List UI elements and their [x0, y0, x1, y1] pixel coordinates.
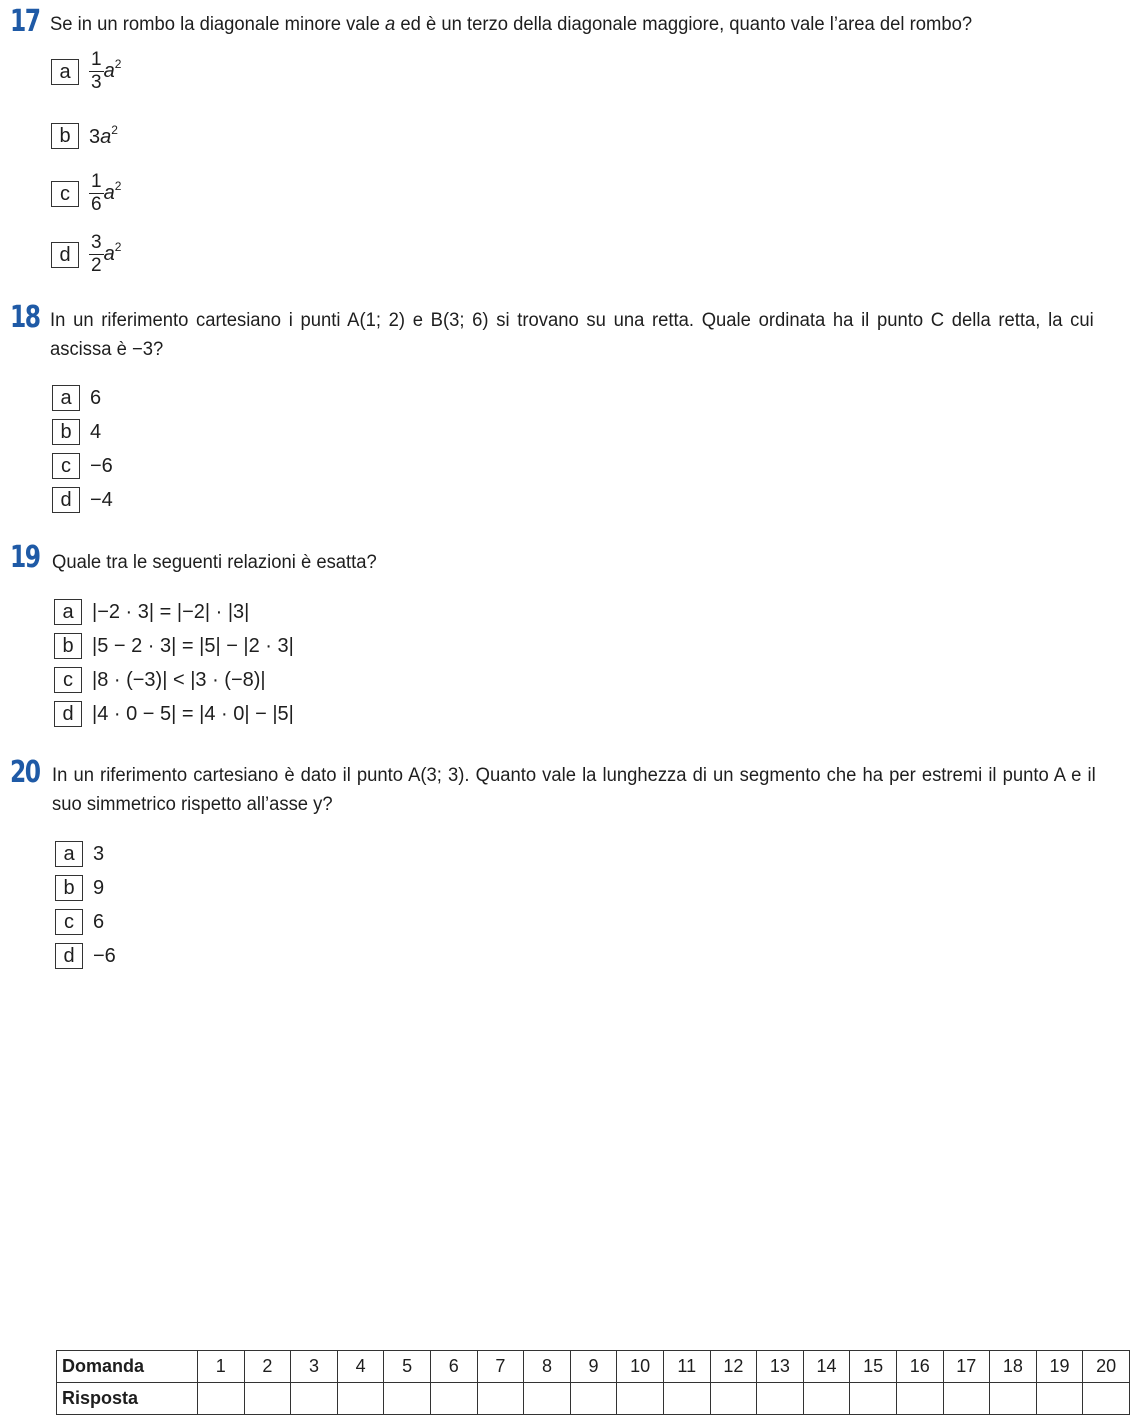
answer-cell[interactable]: [896, 1383, 943, 1415]
answer-cell[interactable]: [1083, 1383, 1130, 1415]
grid-number: 12: [710, 1351, 757, 1383]
option-value: −4: [90, 488, 113, 511]
answer-option-19a[interactable]: [54, 599, 249, 625]
option-value: 4: [90, 420, 102, 443]
option-value: −6: [90, 454, 113, 477]
option-letter-box[interactable]: c: [55, 909, 83, 935]
answer-option-20c[interactable]: [55, 909, 104, 935]
grid-number: 10: [617, 1351, 664, 1383]
grid-number: 18: [990, 1351, 1037, 1383]
answer-cell[interactable]: [524, 1383, 571, 1415]
domanda-label: Domanda: [57, 1351, 198, 1383]
option-letter-box[interactable]: d: [54, 701, 82, 727]
answer-cell[interactable]: [477, 1383, 524, 1415]
option-letter-box[interactable]: b: [55, 875, 83, 901]
answer-option-17d[interactable]: [51, 233, 121, 276]
option-letter-box[interactable]: b: [51, 123, 79, 149]
answer-cell[interactable]: [337, 1383, 384, 1415]
question-text: In un riferimento cartesiano i punti A(1; 2) e B(3; 6) si trovano su una retta. Quale ordinata ha il punto C della retta, la cui ascissa è −3?: [50, 310, 1094, 360]
option-value: 9: [93, 876, 105, 899]
question-text: Se in un rombo la diagonale minore vale a ed è un terzo della diagonale maggiore, quanto vale l’area del rombo?: [50, 14, 973, 35]
answer-option-17a[interactable]: [51, 50, 121, 93]
answer-cell[interactable]: [384, 1383, 431, 1415]
option-value: $\frac{1}{3}$ $a^2$: [91, 49, 122, 93]
risposta-label: Risposta: [57, 1383, 198, 1415]
question-number: 18: [10, 300, 40, 335]
option-value: 3: [93, 842, 105, 865]
option-letter-box[interactable]: d: [55, 943, 83, 969]
answer-cell[interactable]: [291, 1383, 338, 1415]
option-letter-box[interactable]: c: [54, 667, 82, 693]
answer-cell[interactable]: [757, 1383, 804, 1415]
answer-option-19b[interactable]: [54, 633, 294, 659]
answer-cell[interactable]: [1036, 1383, 1083, 1415]
answer-grid: [56, 1350, 1130, 1415]
option-value: |8 · (−3)| < |3 · (−8)|: [92, 668, 266, 691]
answer-option-17b[interactable]: [51, 123, 118, 149]
answer-cell[interactable]: [710, 1383, 757, 1415]
grid-number: 8: [524, 1351, 571, 1383]
option-letter-box[interactable]: b: [54, 633, 82, 659]
option-letter-box[interactable]: d: [52, 487, 80, 513]
grid-number: 17: [943, 1351, 990, 1383]
option-value: $\frac{1}{6}$ $a^2$: [91, 171, 122, 215]
question-number: 19: [10, 540, 40, 575]
option-letter-box[interactable]: c: [51, 181, 79, 207]
grid-number: 20: [1083, 1351, 1130, 1383]
answer-option-20b[interactable]: [55, 875, 104, 901]
grid-number: 15: [850, 1351, 897, 1383]
grid-number: 1: [198, 1351, 245, 1383]
answer-cell[interactable]: [430, 1383, 477, 1415]
answer-cell[interactable]: [244, 1383, 291, 1415]
option-value: $\frac{3}{2}$ $a^2$: [91, 232, 122, 276]
answer-option-19c[interactable]: [54, 667, 266, 693]
option-letter-box[interactable]: a: [52, 385, 80, 411]
answer-cell[interactable]: [990, 1383, 1037, 1415]
answer-cell[interactable]: [617, 1383, 664, 1415]
answer-option-18a[interactable]: [52, 385, 101, 411]
option-value: −6: [93, 944, 116, 967]
grid-number: 19: [1036, 1351, 1083, 1383]
grid-number: 4: [337, 1351, 384, 1383]
answer-cell[interactable]: [570, 1383, 617, 1415]
answer-row: [57, 1383, 1130, 1415]
option-value: |−2 · 3| = |−2| · |3|: [92, 600, 250, 623]
option-value: 6: [90, 386, 102, 409]
option-value: 6: [93, 910, 105, 933]
answer-option-19d[interactable]: [54, 701, 294, 727]
answer-option-20a[interactable]: [55, 841, 104, 867]
option-letter-box[interactable]: a: [55, 841, 83, 867]
answer-option-18c[interactable]: [52, 453, 113, 479]
option-letter-box[interactable]: d: [51, 242, 79, 268]
answer-cell[interactable]: [803, 1383, 850, 1415]
question-text: In un riferimento cartesiano è dato il punto A(3; 3). Quanto vale la lunghezza di un segmento che ha per estremi il punto A e il suo simmetrico rispetto all’asse y?: [52, 765, 1096, 815]
answer-cell[interactable]: [943, 1383, 990, 1415]
answer-cell[interactable]: [850, 1383, 897, 1415]
answer-cell[interactable]: [198, 1383, 245, 1415]
grid-number: 5: [384, 1351, 431, 1383]
answer-option-20d[interactable]: [55, 943, 116, 969]
grid-number: 16: [896, 1351, 943, 1383]
option-value: $3a^2$: [89, 123, 118, 148]
question-number: 20: [10, 755, 40, 790]
grid-number: 3: [291, 1351, 338, 1383]
question-text: Quale tra le seguenti relazioni è esatta?: [52, 552, 377, 573]
question-number: 17: [10, 4, 40, 39]
grid-number: 14: [803, 1351, 850, 1383]
grid-number: 7: [477, 1351, 524, 1383]
option-letter-box[interactable]: c: [52, 453, 80, 479]
option-letter-box[interactable]: a: [54, 599, 82, 625]
option-value: |4 · 0 − 5| = |4 · 0| − |5|: [92, 702, 294, 725]
answer-option-17c[interactable]: [51, 172, 121, 215]
option-letter-box[interactable]: b: [52, 419, 80, 445]
option-value: |5 − 2 · 3| = |5| − |2 · 3|: [92, 634, 294, 657]
answer-cell[interactable]: [663, 1383, 710, 1415]
grid-number: 9: [570, 1351, 617, 1383]
grid-number: 2: [244, 1351, 291, 1383]
answer-option-18b[interactable]: [52, 419, 101, 445]
grid-number: 13: [757, 1351, 804, 1383]
grid-number: 6: [430, 1351, 477, 1383]
grid-number: 11: [663, 1351, 710, 1383]
option-letter-box[interactable]: a: [51, 59, 79, 85]
answer-option-18d[interactable]: [52, 487, 113, 513]
question-number-row: [57, 1351, 1130, 1383]
